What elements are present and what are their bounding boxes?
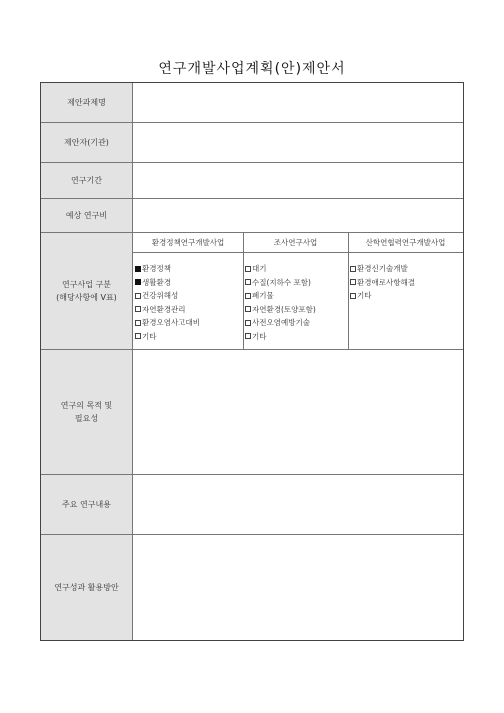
option-item[interactable] bbox=[135, 289, 243, 303]
category-header-cooperation: 산학연협력연구개발사업 bbox=[348, 233, 463, 253]
option-label: 환경정책 bbox=[142, 264, 171, 273]
option-label: 기타 bbox=[142, 331, 157, 341]
checkbox-icon[interactable] bbox=[245, 293, 251, 299]
option-item[interactable] bbox=[135, 303, 243, 317]
option-label: 자연환경(토양포함) bbox=[252, 304, 316, 314]
option-label: 대기 bbox=[252, 264, 267, 273]
option-item[interactable] bbox=[135, 276, 243, 290]
row-proposal-title bbox=[41, 83, 463, 123]
label-proposal-title: 제안과제명 bbox=[41, 83, 133, 122]
option-label: 건강위해성 bbox=[142, 291, 179, 300]
option-label: 환경신기술개발 bbox=[357, 264, 408, 273]
option-label: 자연환경관리 bbox=[142, 304, 186, 314]
label-purpose-line2: 필요성 bbox=[74, 414, 99, 423]
field-content[interactable] bbox=[133, 475, 463, 534]
checkbox-icon[interactable] bbox=[245, 266, 251, 272]
option-label: 사전오염예방기술 bbox=[252, 318, 310, 327]
document-title: 연구개발사업계획(안)제안서 bbox=[158, 61, 346, 77]
option-item[interactable] bbox=[245, 276, 348, 290]
field-purpose[interactable] bbox=[133, 350, 463, 474]
checkbox-checked-icon[interactable] bbox=[135, 266, 141, 272]
option-label: 환경오염사고대비 bbox=[142, 318, 200, 327]
label-category-line2: (해당사항에 V표) bbox=[56, 293, 117, 302]
option-item[interactable] bbox=[350, 289, 463, 303]
category-options-survey bbox=[243, 253, 348, 349]
option-item[interactable] bbox=[350, 262, 463, 276]
checkbox-icon[interactable] bbox=[245, 306, 251, 312]
checkbox-icon[interactable] bbox=[245, 320, 251, 326]
label-purpose-line1: 연구의 목적 및 bbox=[60, 401, 113, 410]
option-item[interactable] bbox=[350, 276, 463, 290]
label-content: 주요 연구내용 bbox=[41, 475, 133, 534]
label-purpose bbox=[41, 350, 133, 474]
row-budget bbox=[41, 199, 463, 233]
label-budget: 예상 연구비 bbox=[41, 199, 133, 232]
option-item[interactable] bbox=[245, 289, 348, 303]
checkbox-icon[interactable] bbox=[245, 279, 251, 285]
row-category bbox=[41, 233, 463, 350]
checkbox-checked-icon[interactable] bbox=[135, 279, 141, 285]
option-item[interactable] bbox=[245, 262, 348, 276]
category-header-survey: 조사연구사업 bbox=[243, 233, 348, 253]
label-category bbox=[41, 233, 133, 349]
field-outcome[interactable] bbox=[133, 535, 463, 640]
category-options-cooperation bbox=[348, 253, 463, 349]
option-item[interactable] bbox=[245, 303, 348, 317]
option-item[interactable] bbox=[245, 316, 348, 330]
row-proposer bbox=[41, 123, 463, 163]
row-outcome bbox=[41, 535, 463, 640]
checkbox-icon[interactable] bbox=[350, 266, 356, 272]
label-outcome: 연구성과 활용방안 bbox=[41, 535, 133, 640]
option-label: 폐기물 bbox=[252, 291, 274, 300]
category-header-policy: 환경정책연구개발사업 bbox=[133, 233, 243, 253]
checkbox-icon[interactable] bbox=[135, 293, 141, 299]
field-proposer[interactable] bbox=[133, 123, 463, 162]
option-label: 수질(지하수 포함) bbox=[252, 277, 311, 287]
checkbox-icon[interactable] bbox=[245, 333, 251, 339]
field-budget[interactable] bbox=[133, 199, 463, 232]
label-proposer: 제안자(기관) bbox=[41, 123, 133, 162]
checkbox-icon[interactable] bbox=[135, 320, 141, 326]
option-item[interactable] bbox=[135, 316, 243, 330]
checkbox-icon[interactable] bbox=[135, 306, 141, 312]
option-label: 생활환경 bbox=[142, 277, 171, 287]
option-item[interactable] bbox=[135, 262, 243, 276]
label-period: 연구기간 bbox=[41, 163, 133, 198]
option-label: 기타 bbox=[357, 291, 372, 300]
checkbox-icon[interactable] bbox=[135, 333, 141, 339]
category-options-policy bbox=[133, 253, 243, 349]
checkbox-icon[interactable] bbox=[350, 293, 356, 299]
field-proposal-title[interactable] bbox=[133, 83, 463, 122]
row-purpose bbox=[41, 350, 463, 475]
checkbox-icon[interactable] bbox=[350, 279, 356, 285]
row-content bbox=[41, 475, 463, 535]
option-label: 환경애로사항해결 bbox=[357, 277, 415, 287]
option-label: 기타 bbox=[252, 331, 267, 341]
proposal-form bbox=[40, 82, 464, 641]
label-category-line1: 연구사업 구분 bbox=[62, 280, 111, 289]
row-period bbox=[41, 163, 463, 199]
option-item[interactable] bbox=[245, 330, 348, 344]
field-period[interactable] bbox=[133, 163, 463, 198]
category-table bbox=[133, 233, 463, 349]
option-item[interactable] bbox=[135, 330, 243, 344]
